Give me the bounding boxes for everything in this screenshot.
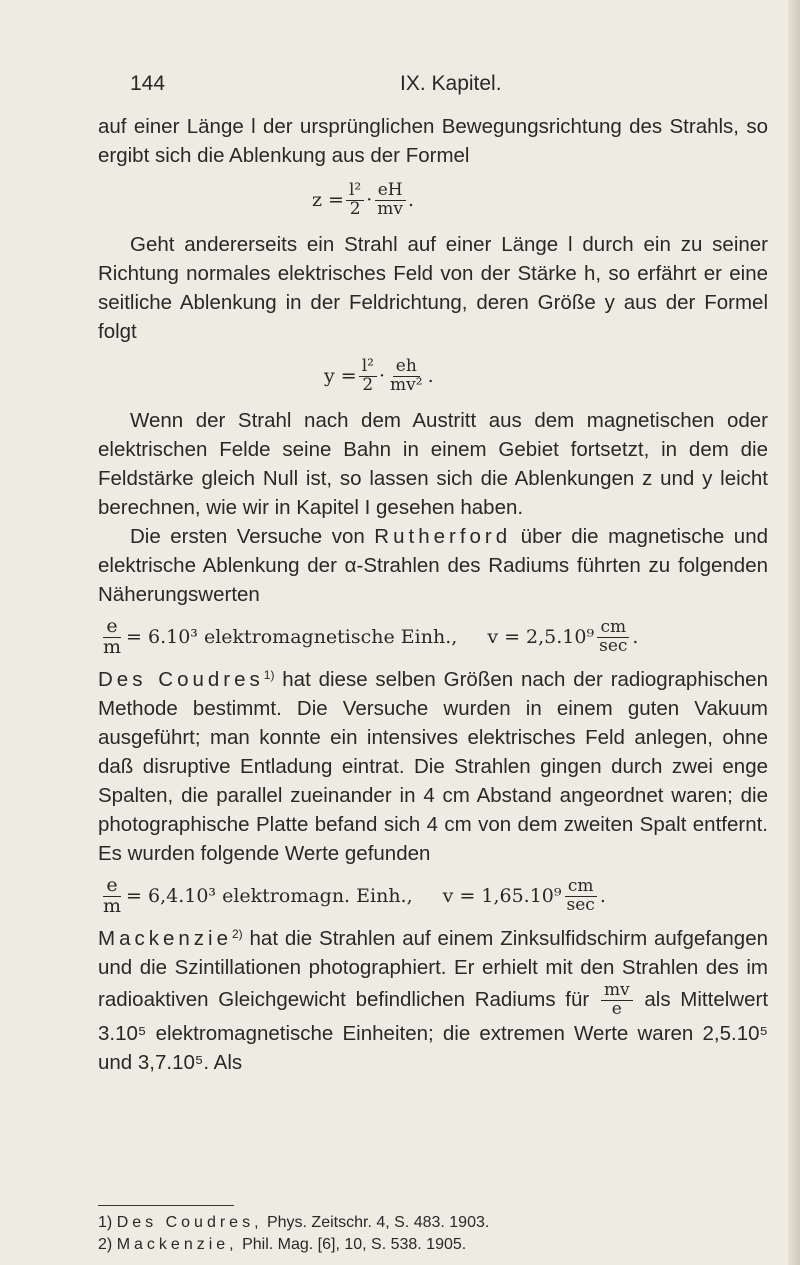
formula-lhs: y = [324, 364, 357, 387]
author-des-coudres: Des Coudres [98, 668, 264, 691]
fraction-unit: $\frac{cm}{\sec}$ [599, 616, 628, 656]
fraction: $\frac{\text{l²}}{2}$ [346, 182, 364, 219]
chapter-title: IX. Kapitel. [400, 72, 502, 95]
formula-lhs: z = [312, 188, 344, 211]
formula-rutherford-values: $\frac{e}{m}$ = 6.10³ elektromagnetische Einh., v = 2,5.10⁹ $\frac{cm}{\sec}$ . [98, 609, 768, 665]
footnote-divider [98, 1205, 234, 1206]
page-edge-shadow [788, 0, 800, 1265]
fraction: $\frac{\text{l²}}{2}$ [359, 358, 377, 395]
fraction: $\frac{eH}{mv}$ [374, 182, 406, 219]
formula-y: y = $\frac{\text{l²}}{2}$ · $\frac{eh}{\text{mv²}}$ . [324, 355, 434, 395]
body-text [98, 112, 768, 1077]
footnote-ref-1[interactable]: 1) [263, 668, 275, 682]
paragraph-3: Wenn der Strahl nach dem Austritt aus dem magnetischen oder elektrischen Felde seine Bahn in einem Gebiet fortsetzt, in dem die Feldstärke gleich Null ist, so lassen sich die Ablenkungen z und y leicht berechnen, wie wir in Kapitel I gesehen haben. [98, 409, 768, 519]
paragraph-5: Des Coudres$^{1)}$ hat diese selben Größen nach der radiographischen Methode bestimmt. Die Versuche wurden in einem guten Vakuum ausgeführt; man konnte ein intensives elektrisches Feld anlegen, ohne daß disruptive Entladung eintrat. Die Strahlen gingen durch zwei enge Spalten, die parallel zueinander in 4 cm Abstand angeordnet waren; die photographische Platte befand sich 4 cm von dem zweiten Spalt entfernt. Es wurden folgende Werte gefunden [98, 668, 768, 865]
footnote-2: 2) Mackenzie, Phil. Mag. [6], 10, S. 538. 1905. [98, 1236, 467, 1253]
fraction-mv-e: $\frac{mv}{e}$ [601, 982, 633, 1019]
fraction: $\frac{eh}{\text{mv²}}$ [390, 355, 423, 395]
paragraph-2: Geht andererseits ein Strahl auf einer Länge l durch ein zu seiner Richtung normales elektrisches Feld von der Stärke h, so erfährt er eine seitliche Ablenkung in der Feldrichtung, deren Größe y aus der Formel folgt [98, 233, 768, 343]
author-mackenzie: Mackenzie [98, 927, 232, 950]
formula-z: z = $\frac{\text{l²}}{2}$ · $\frac{eH}{mv}$ . [312, 179, 415, 219]
footnote-1: 1) Des Coudres, Phys. Zeitschr. 4, S. 483. 1903. [98, 1214, 490, 1231]
footnote-ref-2[interactable]: 2) [232, 927, 243, 941]
paragraph-1: auf einer Länge l der ursprünglichen Bewegungsrichtung des Strahls, so ergibt sich die Ablenkung aus der Formel [98, 115, 768, 167]
footnotes [98, 1212, 768, 1256]
paragraph-6: Mackenzie$^{2)}$ hat die Strahlen auf einem Zinksulfidschirm aufgefangen und die Szintillationen photographiert. Er erhielt mit den Strahlen des im radioaktiven Gleichgewicht befindlichen Radiums für $\frac{mv}{e}$ als Mittelwert 3.10⁵ elektromagnetische Einheiten; die extremen Werte waren 2,5.10⁵ und 3,7.10⁵. Als [98, 927, 769, 1074]
fraction-unit: $\frac{cm}{\sec}$ [566, 875, 595, 915]
page-number: 144 [130, 72, 166, 95]
formula-des-coudres-values: $\frac{e}{m}$ = 6,4.10³ elektromagn. Einh., v = 1,65.10⁹ $\frac{cm}{\sec}$ . [98, 868, 768, 924]
running-header [0, 72, 800, 102]
paragraph-4: Die ersten Versuche von Rutherford über die magnetische und elektrische Ablenkung der α-Strahlen des Radiums führten zu folgenden Näherungswerten [98, 525, 769, 606]
fraction-e-m: $\frac{e}{m}$ [103, 873, 122, 917]
fraction-e-m: $\frac{e}{m}$ [103, 614, 122, 658]
author-rutherford: Rutherford [374, 525, 512, 548]
